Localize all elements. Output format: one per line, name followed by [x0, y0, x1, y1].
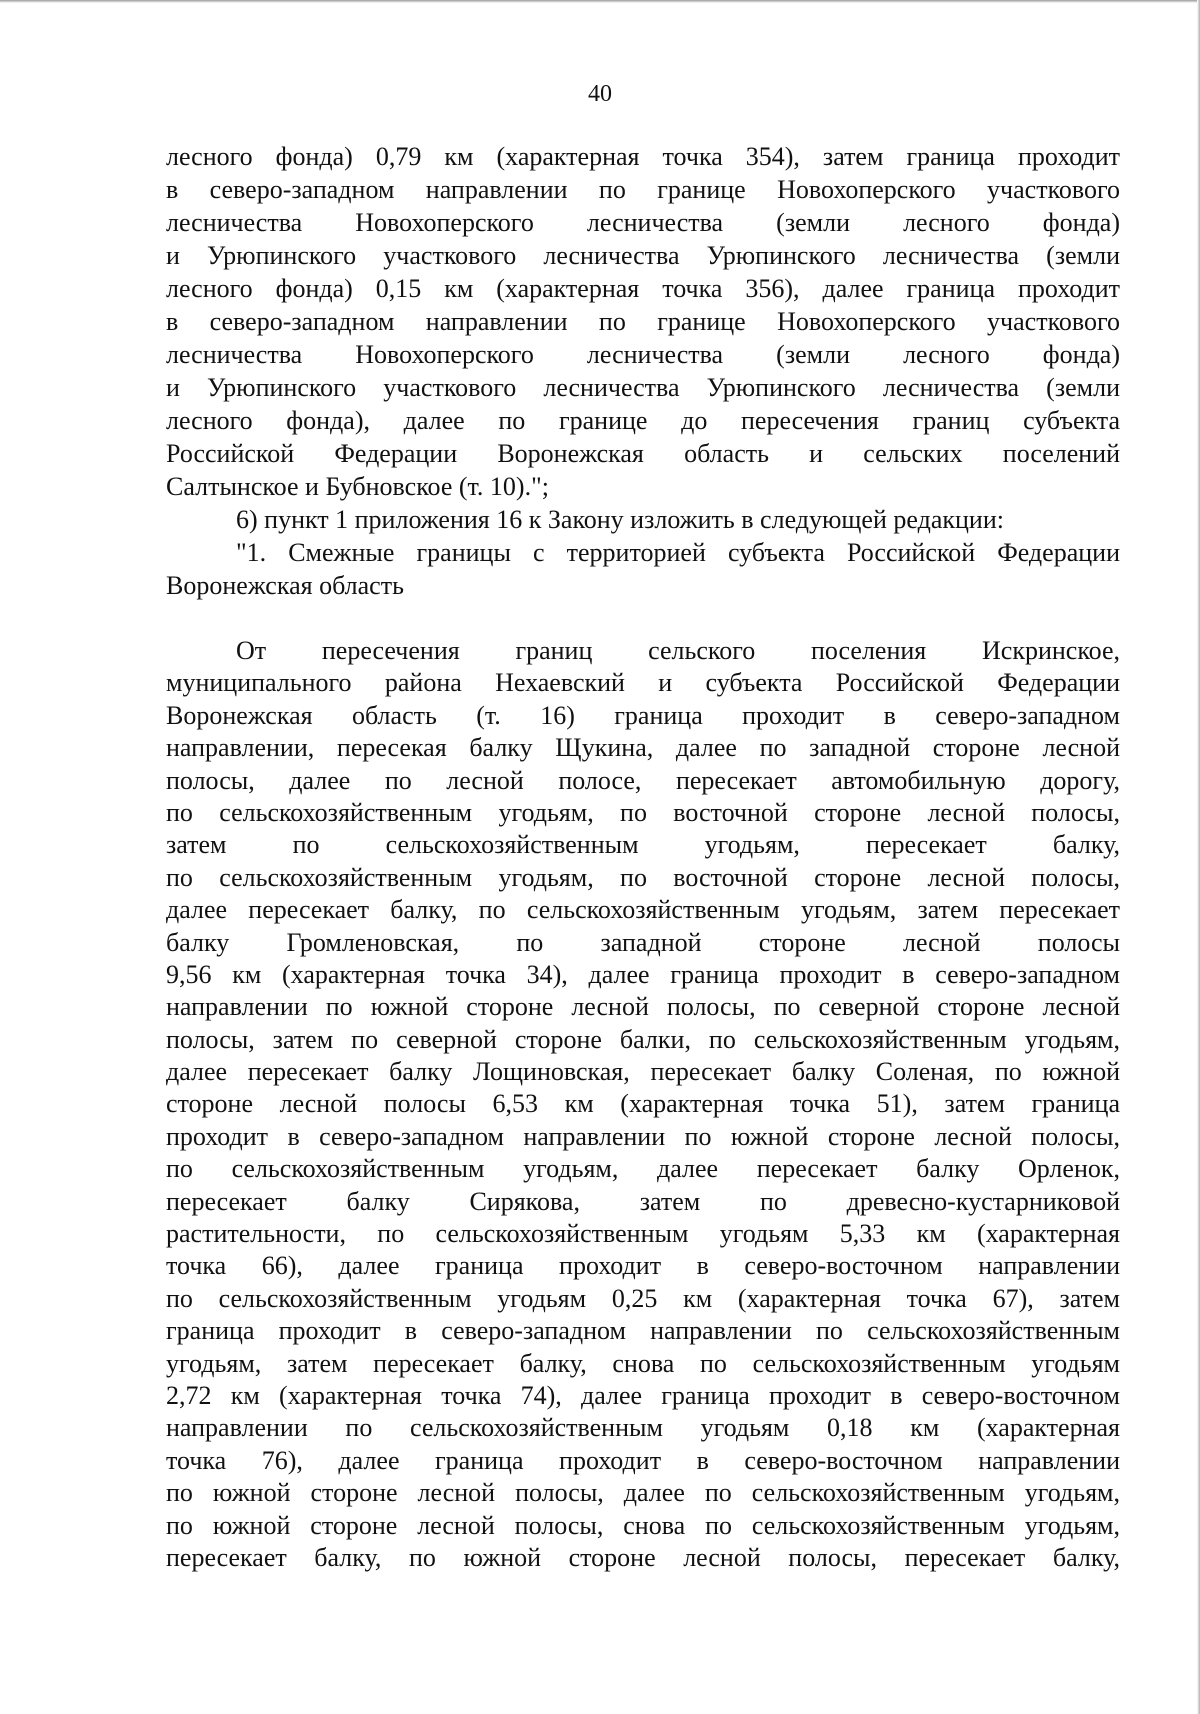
text-line: 6) пункт 1 приложения 16 к Закону изложить в следующей редакции: [236, 505, 1004, 534]
text-line: угодьям, затем пересекает балку, снова по сельскохозяйственным угодьям [166, 1348, 1120, 1378]
text-line: и Урюпинского участкового лесничества Урюпинского лесничества (земли [166, 373, 1120, 402]
text-line: по сельскохозяйственным угодьям, далее пересекает балку Орленок, [166, 1154, 1120, 1184]
text-line: и Урюпинского участкового лесничества Урюпинского лесничества (земли [166, 241, 1120, 270]
text-line: по южной стороне лесной полосы, снова по сельскохозяйственным угодьям, [166, 1510, 1120, 1540]
text-line: далее пересекает балку Лощиновская, пересекает балку Соленая, по южной [166, 1057, 1120, 1087]
text-line: пересекает балку Сирякова, затем по древесно-кустарниковой [166, 1186, 1120, 1216]
text-line: лесного фонда), далее по границе до пересечения границ субъекта [166, 406, 1120, 435]
text-line: стороне лесной полосы 6,53 км (характерная точка 51), затем граница [166, 1089, 1120, 1119]
text-line: Российской Федерации Воронежская область и сельских поселений [166, 439, 1120, 468]
text-line: Воронежская область [166, 571, 404, 600]
text-line: граница проходит в северо-западном направлении по сельскохозяйственным [166, 1316, 1120, 1346]
text-line: проходит в северо-западном направлении по южной стороне лесной полосы, [166, 1121, 1120, 1151]
text-line: по южной стороне лесной полосы, далее по сельскохозяйственным угодьям, [166, 1478, 1120, 1508]
text-line: по сельскохозяйственным угодьям 0,25 км (характерная точка 67), затем [166, 1283, 1120, 1313]
page-number: 40 [588, 81, 612, 107]
scan-edge-top [0, 0, 1200, 3]
text-line: лесничества Новохоперского лесничества (земли лесного фонда) [166, 208, 1120, 237]
text-line: Воронежская область (т. 16) граница проходит в северо-западном [166, 700, 1120, 730]
text-line: 2,72 км (характерная точка 74), далее граница проходит в северо-восточном [166, 1380, 1120, 1410]
text-line: растительности, по сельскохозяйственным угодьям 5,33 км (характерная [166, 1219, 1120, 1249]
text-line: лесного фонда) 0,15 км (характерная точка 356), далее граница проходит [166, 274, 1120, 303]
text-line: Салтынское и Бубновское (т. 10)."; [166, 472, 549, 501]
text-line: затем по сельскохозяйственным угодьям, пересекает балку, [166, 830, 1120, 860]
text-line: далее пересекает балку, по сельскохозяйственным угодьям, затем пересекает [166, 895, 1120, 925]
text-line: пересекает балку, по южной стороне лесной полосы, пересекает балку, [166, 1542, 1120, 1572]
text-line: направлении, пересекая балку Щукина, далее по западной стороне лесной [166, 733, 1120, 763]
text-line: точка 76), далее граница проходит в северо-восточном направлении [166, 1445, 1120, 1475]
text-line: муниципального района Нехаевский и субъекта Российской Федерации [166, 668, 1120, 698]
boundary-description-paragraph [166, 635, 1120, 1574]
text-line: в северо-западном направлении по границе Новохоперского участкового [166, 307, 1120, 336]
continuation-paragraphs [166, 140, 1120, 602]
text-line: балку Громленовская, по западной стороне лесной полосы [166, 927, 1120, 957]
text-line: От пересечения границ сельского поселения Искринское, [236, 636, 1120, 665]
text-line: по сельскохозяйственным угодьям, по восточной стороне лесной полосы, [166, 862, 1120, 892]
text-line: "1. Смежные границы с территорией субъекта Российской Федерации [236, 538, 1120, 567]
text-line: лесного фонда) 0,79 км (характерная точка 354), затем граница проходит [166, 142, 1120, 171]
text-line: полосы, далее по лесной полосе, пересекает автомобильную дорогу, [166, 765, 1120, 795]
text-line: направлении по южной стороне лесной полосы, по северной стороне лесной [166, 992, 1120, 1022]
text-line: полосы, затем по северной стороне балки, по сельскохозяйственным угодьям, [166, 1024, 1120, 1054]
text-line: лесничества Новохоперского лесничества (земли лесного фонда) [166, 340, 1120, 369]
text-line: направлении по сельскохозяйственным угодьям 0,18 км (характерная [166, 1413, 1120, 1443]
text-line: в северо-западном направлении по границе Новохоперского участкового [166, 175, 1120, 204]
text-line: по сельскохозяйственным угодьям, по восточной стороне лесной полосы, [166, 797, 1120, 827]
text-line: 9,56 км (характерная точка 34), далее граница проходит в северо-западном [166, 959, 1120, 989]
text-line: точка 66), далее граница проходит в северо-восточном направлении [166, 1251, 1120, 1281]
